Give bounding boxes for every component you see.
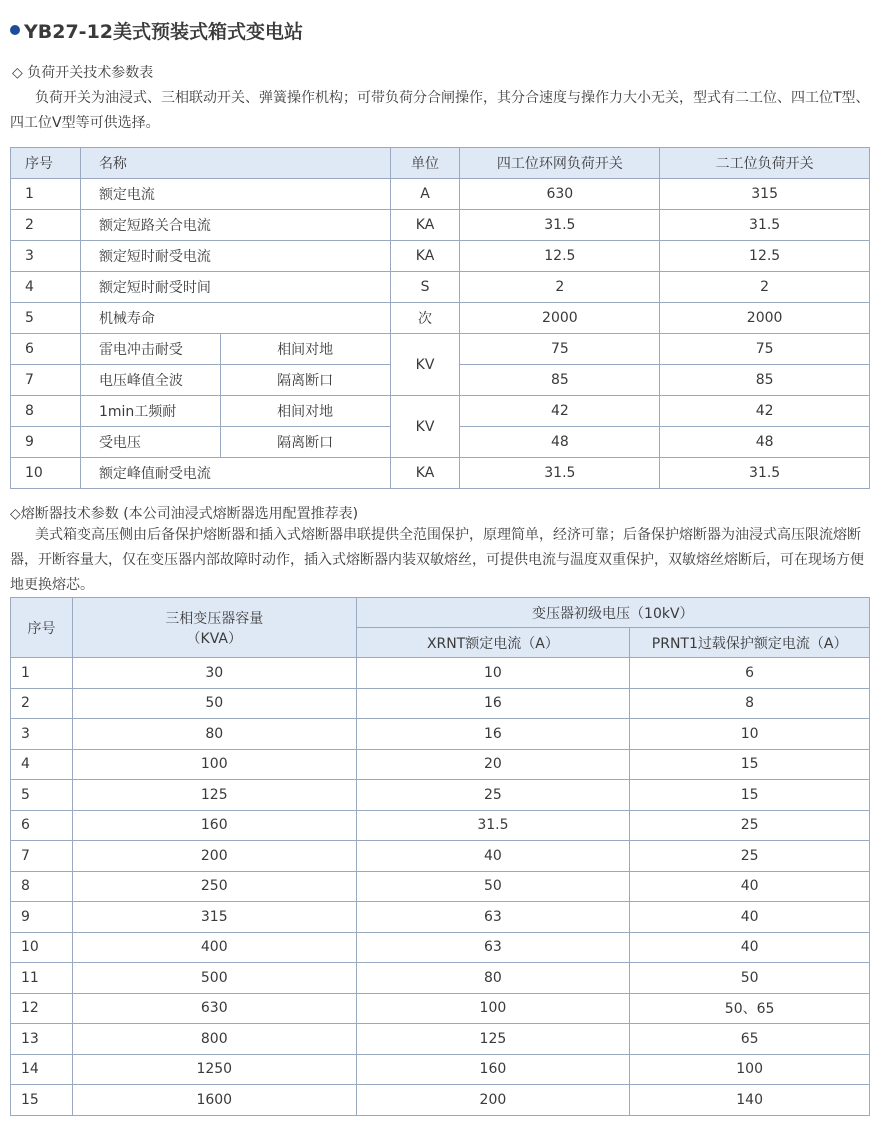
table-row: [11, 688, 870, 719]
table-row: [11, 179, 870, 210]
table-row: [11, 841, 870, 872]
cell-four-position: 2000: [460, 303, 660, 334]
header-capacity: [72, 598, 356, 658]
cell-xrnt: 63: [356, 932, 630, 963]
header-unit: 单位: [390, 148, 460, 179]
cell-no: 4: [11, 749, 73, 780]
cell-no: 5: [11, 780, 73, 811]
cell-unit: KV: [390, 334, 460, 396]
cell-capacity: 80: [72, 719, 356, 750]
fuse-table: [10, 597, 870, 1116]
cell-unit: KA: [390, 241, 460, 272]
table-row: [11, 334, 870, 365]
cell-two-position: 75: [660, 334, 870, 365]
cell-xrnt: 200: [356, 1085, 630, 1116]
cell-name: 机械寿命: [80, 303, 390, 334]
cell-two-position: 2: [660, 272, 870, 303]
cell-capacity: 250: [72, 871, 356, 902]
cell-prnt: 8: [630, 688, 870, 719]
cell-name-line: 雷电冲击耐受: [80, 334, 220, 365]
cell-prnt: 40: [630, 902, 870, 933]
cell-prnt: 65: [630, 1024, 870, 1055]
table-row: [11, 963, 870, 994]
cell-four-position: 42: [460, 396, 660, 427]
cell-unit: S: [390, 272, 460, 303]
table-row: [11, 902, 870, 933]
table-row: [11, 210, 870, 241]
cell-no: 12: [11, 993, 73, 1024]
cell-capacity: 1250: [72, 1054, 356, 1085]
cell-name: 额定短路关合电流: [80, 210, 390, 241]
table-row: [11, 749, 870, 780]
cell-capacity: 400: [72, 932, 356, 963]
cell-prnt: 15: [630, 749, 870, 780]
cell-no: 3: [11, 241, 81, 272]
cell-no: 11: [11, 963, 73, 994]
header-voltage: 变压器初级电压（10kV）: [356, 598, 869, 628]
cell-two-position: 42: [660, 396, 870, 427]
table-row: [11, 871, 870, 902]
cell-prnt: 10: [630, 719, 870, 750]
cell-unit: KV: [390, 396, 460, 458]
cell-xrnt: 40: [356, 841, 630, 872]
header-xrnt: XRNT额定电流（A）: [356, 628, 630, 658]
cell-xrnt: 25: [356, 780, 630, 811]
cell-xrnt: 50: [356, 871, 630, 902]
cell-two-position: 85: [660, 365, 870, 396]
header-prnt: PRNT1过载保护额定电流（A）: [630, 628, 870, 658]
cell-prnt: 40: [630, 871, 870, 902]
cell-capacity: 100: [72, 749, 356, 780]
cell-no: 14: [11, 1054, 73, 1085]
cell-no: 8: [11, 871, 73, 902]
cell-sub-item: 隔离断口: [220, 365, 390, 396]
cell-capacity: 160: [72, 810, 356, 841]
cell-no: 8: [11, 396, 81, 427]
cell-capacity: 50: [72, 688, 356, 719]
cell-two-position: 31.5: [660, 458, 870, 489]
header-no: 序号: [11, 598, 73, 658]
table-row: [11, 272, 870, 303]
cell-capacity: 315: [72, 902, 356, 933]
cell-capacity: 500: [72, 963, 356, 994]
cell-name: 额定峰值耐受电流: [80, 458, 390, 489]
cell-four-position: 31.5: [460, 458, 660, 489]
table-row: [11, 658, 870, 689]
cell-two-position: 12.5: [660, 241, 870, 272]
section1-paragraph: 负荷开关为油浸式、三相联动开关、弹簧操作机构；可带负荷分合闸操作，其分合速度与操作力大小无关，型式有二工位、四工位T型、四工位V型等可供选择。: [10, 90, 870, 131]
cell-name: 额定短时耐受时间: [80, 272, 390, 303]
cell-xrnt: 16: [356, 688, 630, 719]
cell-xrnt: 10: [356, 658, 630, 689]
cell-capacity: 200: [72, 841, 356, 872]
cell-no: 13: [11, 1024, 73, 1055]
table-row: [11, 1054, 870, 1085]
cell-four-position: 75: [460, 334, 660, 365]
cell-no: 7: [11, 365, 81, 396]
table-row: [11, 1024, 870, 1055]
table-row: [11, 303, 870, 334]
table-row: [11, 1085, 870, 1116]
cell-prnt: 25: [630, 841, 870, 872]
bullet-dot-icon: [10, 25, 20, 35]
cell-name: 额定电流: [80, 179, 390, 210]
cell-no: 10: [11, 932, 73, 963]
cell-unit: A: [390, 179, 460, 210]
cell-xrnt: 125: [356, 1024, 630, 1055]
table-row: [11, 719, 870, 750]
cell-no: 2: [11, 688, 73, 719]
table-header-row: [11, 598, 870, 628]
cell-unit: KA: [390, 210, 460, 241]
cell-two-position: 315: [660, 179, 870, 210]
table-row: [11, 458, 870, 489]
cell-name-line: 受电压: [80, 427, 220, 458]
header-name: 名称: [80, 148, 390, 179]
cell-four-position: 630: [460, 179, 660, 210]
load-switch-table: [10, 147, 870, 489]
cell-xrnt: 160: [356, 1054, 630, 1085]
cell-four-position: 31.5: [460, 210, 660, 241]
section2-heading: ◇熔断器技术参数 (本公司油浸式熔断器选用配置推荐表): [10, 506, 359, 522]
cell-xrnt: 100: [356, 993, 630, 1024]
header-capacity-line2: （KVA）: [186, 630, 242, 647]
cell-prnt: 50、65: [630, 993, 870, 1024]
cell-prnt: 25: [630, 810, 870, 841]
cell-no: 7: [11, 841, 73, 872]
cell-four-position: 85: [460, 365, 660, 396]
header-no: 序号: [11, 148, 81, 179]
table-row: [11, 993, 870, 1024]
cell-xrnt: 16: [356, 719, 630, 750]
cell-sub-item: 相间对地: [220, 396, 390, 427]
table-row: [11, 396, 870, 427]
cell-prnt: 40: [630, 932, 870, 963]
header-capacity-line1: 三相变压器容量: [165, 610, 264, 627]
cell-no: 15: [11, 1085, 73, 1116]
cell-no: 5: [11, 303, 81, 334]
cell-prnt: 15: [630, 780, 870, 811]
cell-two-position: 48: [660, 427, 870, 458]
cell-capacity: 125: [72, 780, 356, 811]
table-row: [11, 241, 870, 272]
table-header-row: [11, 148, 870, 179]
section2-paragraph: 美式箱变高压侧由后备保护熔断器和插入式熔断器串联提供全范围保护，原理简单，经济可靠；后备保护熔断器为油浸式高压限流熔断器，开断容量大，仅在变压器内部故障时动作，插入式熔断器内装双敏熔丝，可提供电流与温度双重保护，双敏熔丝熔断后，可在现场方便地更换熔芯。: [10, 527, 864, 593]
cell-xrnt: 31.5: [356, 810, 630, 841]
page-title: [10, 12, 303, 48]
cell-no: 10: [11, 458, 81, 489]
cell-sub-item: 隔离断口: [220, 427, 390, 458]
header-four-position: 四工位环网负荷开关: [460, 148, 660, 179]
page-title-text: YB27-12美式预装式箱式变电站: [24, 20, 304, 43]
cell-xrnt: 20: [356, 749, 630, 780]
cell-no: 1: [11, 179, 81, 210]
section1-heading: ◇ 负荷开关技术参数表: [12, 65, 154, 81]
cell-unit: 次: [390, 303, 460, 334]
cell-name: 额定短时耐受电流: [80, 241, 390, 272]
header-two-position: 二工位负荷开关: [660, 148, 870, 179]
table-row: [11, 810, 870, 841]
cell-no: 2: [11, 210, 81, 241]
cell-xrnt: 63: [356, 902, 630, 933]
cell-no: 3: [11, 719, 73, 750]
cell-unit: KA: [390, 458, 460, 489]
cell-four-position: 2: [460, 272, 660, 303]
cell-sub-item: 相间对地: [220, 334, 390, 365]
cell-no: 9: [11, 902, 73, 933]
table-row: [11, 932, 870, 963]
cell-prnt: 50: [630, 963, 870, 994]
cell-no: 6: [11, 334, 81, 365]
cell-no: 4: [11, 272, 81, 303]
cell-two-position: 31.5: [660, 210, 870, 241]
cell-four-position: 12.5: [460, 241, 660, 272]
cell-prnt: 100: [630, 1054, 870, 1085]
cell-two-position: 2000: [660, 303, 870, 334]
cell-no: 1: [11, 658, 73, 689]
cell-capacity: 30: [72, 658, 356, 689]
cell-no: 9: [11, 427, 81, 458]
cell-prnt: 140: [630, 1085, 870, 1116]
table-row: [11, 780, 870, 811]
cell-capacity: 630: [72, 993, 356, 1024]
cell-capacity: 800: [72, 1024, 356, 1055]
cell-four-position: 48: [460, 427, 660, 458]
cell-xrnt: 80: [356, 963, 630, 994]
cell-no: 6: [11, 810, 73, 841]
cell-name-line: 1min工频耐: [80, 396, 220, 427]
cell-prnt: 6: [630, 658, 870, 689]
cell-name-line: 电压峰值全波: [80, 365, 220, 396]
cell-capacity: 1600: [72, 1085, 356, 1116]
